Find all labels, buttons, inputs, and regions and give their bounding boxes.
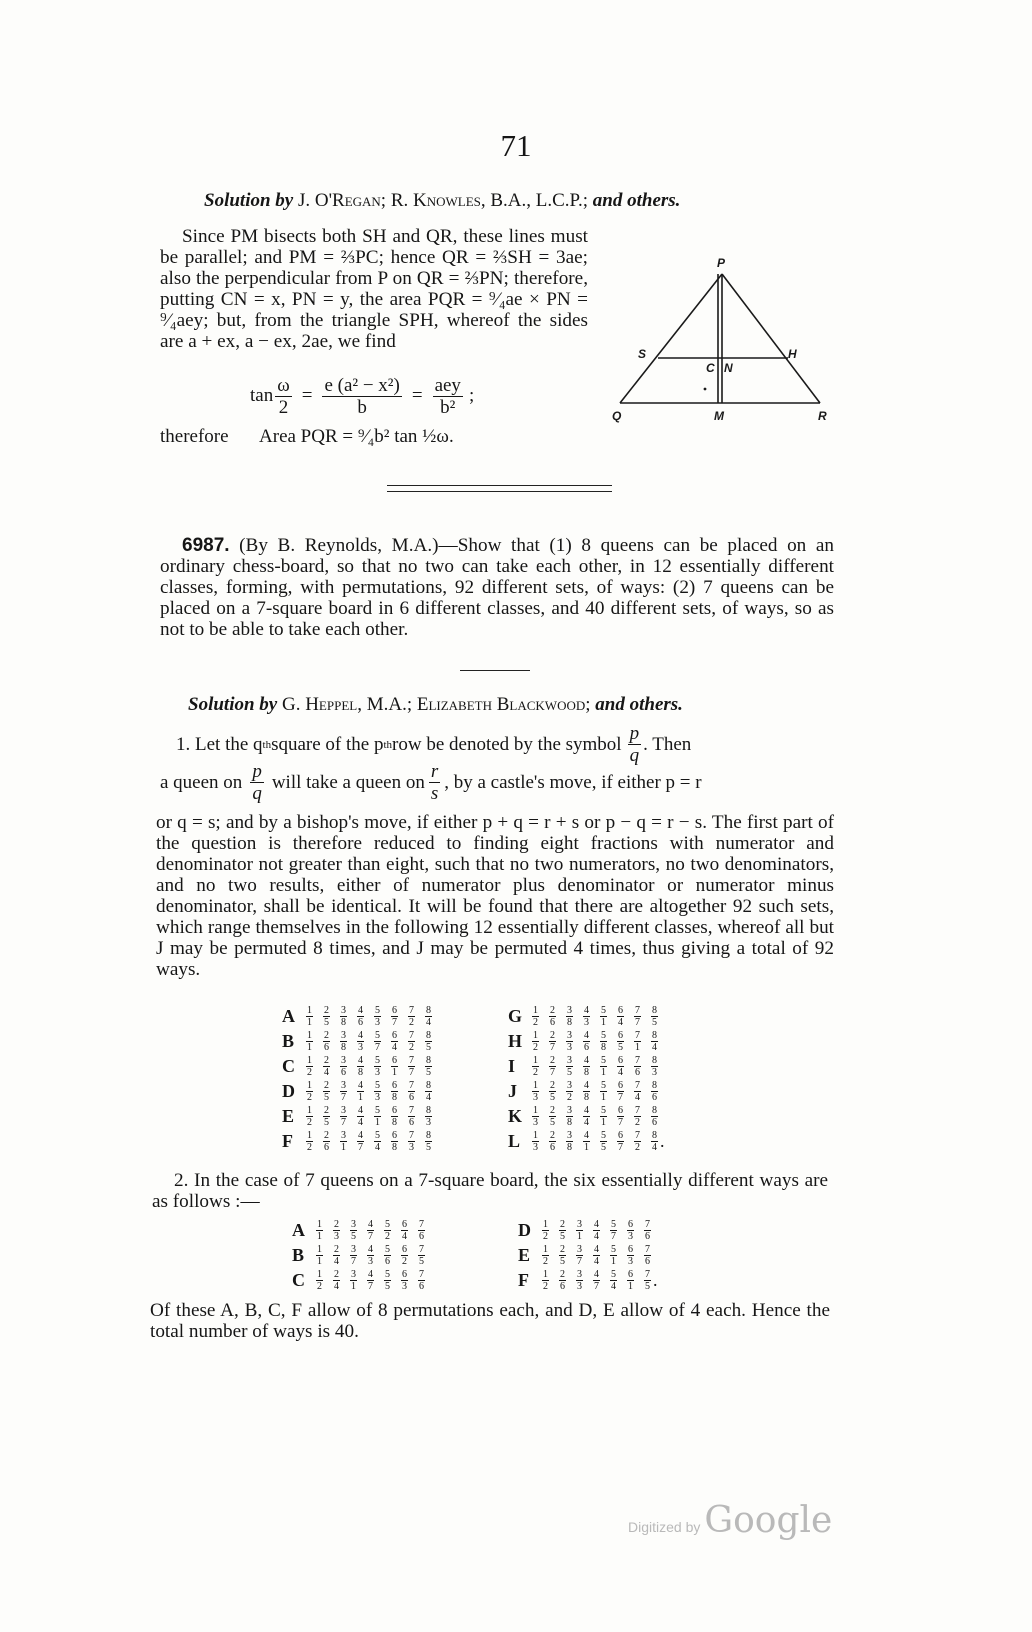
queen-fraction: $\frac{8}{3}$: [426, 1104, 431, 1128]
queen-fraction: $\frac{6}{5}$: [618, 1029, 623, 1053]
queen-fraction: $\frac{2}{5}$: [324, 1004, 329, 1028]
queen-fraction: $\frac{7}{6}$: [645, 1243, 650, 1267]
queen-fraction: $\frac{1}{3}$: [533, 1079, 538, 1103]
queen-fraction: $\frac{2}{5}$: [550, 1104, 555, 1128]
class-label: E: [282, 1106, 295, 1126]
queen-fraction: $\frac{4}{8}$: [358, 1054, 363, 1078]
queen-fraction: $\frac{3}{8}$: [567, 1129, 572, 1153]
conclusion-equation: Area PQR = ⁹⁄₄b² tan ½ω.: [259, 426, 454, 447]
queen-fraction: $\frac{4}{6}$: [584, 1029, 589, 1053]
queen-fraction: $\frac{5}{5}$: [385, 1268, 390, 1292]
queen-fraction: $\frac{1}{3}$: [533, 1104, 538, 1128]
queen-fraction: $\frac{1}{2}$: [307, 1104, 312, 1128]
queen-fraction: $\frac{8}{4}$: [426, 1004, 431, 1028]
eq-fraction-1: $\frac{\text{e (a² − x²)}}{b}$: [324, 374, 400, 418]
queen-fraction: $\frac{7}{3}$: [409, 1129, 414, 1153]
queen-fraction: $\frac{1}{2}$: [307, 1054, 312, 1078]
queen-fraction: $\frac{3}{7}$: [341, 1104, 346, 1128]
solution2-paragraph: or q = s; and by a bishop's move, if either p + q = r + s or p − q = r − s. The first part of the question is therefore reduced to finding eight fractions with numerator and denominator not greater than eight, such that no two numerators, no two denominators, and no two results, either of numerator plus denominator or numerator minus denominator, shall be identical. It will be found that there are altogether 92 such sets, which range themselves in the following 12 essentially different classes, whereof all but J may be permuted 8 times, and J may be permuted 4 times, thus giving a total of 92 ways.: [156, 812, 834, 980]
queen-fraction: $\frac{2}{7}$: [550, 1054, 555, 1078]
queen-fraction: $\frac{5}{3}$: [375, 1004, 380, 1028]
queen-fraction: $\frac{1}{2}$: [543, 1268, 548, 1292]
queen-fraction: $\frac{1}{2}$: [533, 1004, 538, 1028]
tan-equation: [250, 372, 474, 420]
queen-fraction: $\frac{5}{1}$: [601, 1079, 606, 1103]
queen-fraction: $\frac{2}{3}$: [334, 1218, 339, 1242]
solution2-heading: [188, 694, 683, 716]
class-row-d: [518, 1218, 658, 1243]
queen-fraction: $\frac{1}{1}$: [317, 1243, 322, 1267]
queen-fraction: $\frac{6}{4}$: [392, 1029, 397, 1053]
queen-fraction: $\frac{5}{4}$: [611, 1268, 616, 1292]
queen-fraction: $\frac{5}{1}$: [375, 1104, 380, 1128]
queen-fraction: $\frac{3}{3}$: [577, 1268, 582, 1292]
table8-right: [508, 1004, 665, 1154]
class-row-l: [508, 1129, 665, 1154]
solution2-final-block: [150, 1300, 830, 1342]
queen-fraction: $\frac{7}{6}$: [419, 1218, 424, 1242]
solution2-line2: a queen on $\frac{p}{q}$ will take a queen on $\frac{r}{s}$ , by a castle's move, if either p = r: [160, 761, 702, 804]
label-c: C: [706, 361, 715, 375]
queen-fraction: $\frac{5}{1}$: [611, 1243, 616, 1267]
label-q: Q: [612, 409, 622, 423]
queen-fraction: $\frac{2}{7}$: [550, 1029, 555, 1053]
queen-fraction: $\frac{8}{3}$: [652, 1054, 657, 1078]
class-row-f: [518, 1268, 658, 1293]
queen-fraction: $\frac{7}{1}$: [635, 1029, 640, 1053]
centroid-dot: [704, 388, 707, 391]
divider-double-bottom: [387, 491, 612, 492]
class-row-h: [508, 1029, 665, 1054]
label-h: H: [788, 347, 797, 361]
label-m: M: [714, 409, 724, 423]
queen-fraction: $\frac{6}{8}$: [392, 1079, 397, 1103]
label-r: R: [818, 409, 827, 423]
queen-fraction: $\frac{4}{4}$: [584, 1104, 589, 1128]
edge-pq: [620, 274, 722, 403]
queen-fraction: $\frac{4}{3}$: [358, 1029, 363, 1053]
problem-number: 6987.: [182, 535, 230, 556]
solution2-part2-block: [152, 1170, 828, 1212]
symbol-p-over-q: $\frac{p}{q}$: [629, 723, 640, 766]
eq-fraction-2: $\frac{\text{aey}}{\text{b²}}$: [434, 374, 461, 418]
class-label: G: [508, 1006, 523, 1026]
problem-text: (By B. Reynolds, M.A.)—Show that (1) 8 queens can be placed on an ordinary chess-board, so that no two can take each other, in 12 essentially different classes, forming, with permutations, 92 different sets, of ways: (2) 7 queens can be placed on a 7-square board in 6 different classes, and 40 different sets, of ways, so as not to be able to take each other.: [160, 535, 834, 640]
queen-fraction: $\frac{3}{3}$: [567, 1029, 572, 1053]
divider-double-top: [387, 485, 612, 486]
class-label: A: [292, 1220, 305, 1240]
google-watermark: [628, 1500, 832, 1541]
queen-fraction: $\frac{4}{7}$: [594, 1268, 599, 1292]
solution1-heading: [204, 190, 680, 212]
queen-fraction: $\frac{8}{6}$: [652, 1104, 657, 1128]
queen-fraction: $\frac{5}{4}$: [375, 1129, 380, 1153]
class-label: H: [508, 1031, 523, 1051]
solution1-heading-suffix: and others.: [592, 190, 681, 211]
eq-sep-1: =: [301, 385, 313, 406]
queen-fraction: $\frac{6}{7}$: [618, 1104, 623, 1128]
watermark-brand: Google: [704, 1500, 833, 1541]
queen-fraction: $\frac{1}{2}$: [533, 1029, 538, 1053]
class-row-g: [508, 1004, 665, 1029]
queen-fraction: $\frac{7}{2}$: [409, 1029, 414, 1053]
queen-fraction: $\frac{7}{5}$: [419, 1243, 424, 1267]
queen-fraction: $\frac{8}{5}$: [426, 1029, 431, 1053]
table7-right: [518, 1218, 658, 1293]
queen-p-over-q: $\frac{p}{q}$: [252, 761, 262, 804]
class-label: B: [292, 1245, 305, 1265]
queen-fraction: $\frac{4}{4}$: [358, 1104, 363, 1128]
class-row-a: [282, 1004, 434, 1029]
class-label: F: [518, 1270, 529, 1290]
queen-fraction: $\frac{1}{2}$: [543, 1243, 548, 1267]
problem-6987: [160, 535, 834, 640]
triangle-figure: [600, 248, 840, 428]
queen-fraction: $\frac{3}{5}$: [567, 1054, 572, 1078]
queen-fraction: $\frac{8}{5}$: [426, 1129, 431, 1153]
queen-fraction: $\frac{2}{6}$: [550, 1004, 555, 1028]
eq-omega-half: $\frac{\omega}{2}$: [277, 374, 290, 418]
queen-fraction: $\frac{5}{1}$: [601, 1104, 606, 1128]
queen-fraction: $\frac{4}{8}$: [584, 1054, 589, 1078]
queen-fraction: $\frac{4}{7}$: [358, 1129, 363, 1153]
queen-fraction: $\frac{5}{6}$: [385, 1243, 390, 1267]
queen-fraction: $\frac{8}{4}$: [652, 1029, 657, 1053]
queen-fraction: $\frac{7}{2}$: [635, 1129, 640, 1153]
queen-fraction: $\frac{2}{5}$: [560, 1218, 565, 1242]
queen-fraction: $\frac{6}{8}$: [392, 1129, 397, 1153]
table8-left: [282, 1004, 434, 1154]
queen-fraction: $\frac{4}{4}$: [594, 1218, 599, 1242]
queen-fraction: $\frac{6}{4}$: [618, 1054, 623, 1078]
queen-fraction: $\frac{7}{6}$: [645, 1218, 650, 1242]
queen-fraction: $\frac{4}{7}$: [368, 1268, 373, 1292]
queen-fraction: $\frac{2}{6}$: [324, 1129, 329, 1153]
queen-fraction: $\frac{5}{1}$: [601, 1004, 606, 1028]
queen-fraction: $\frac{3}{5}$: [351, 1218, 356, 1242]
class-row-j: [508, 1079, 665, 1104]
queen-fraction: $\frac{1}{1}$: [307, 1004, 312, 1028]
queen-fraction: $\frac{7}{6}$: [419, 1268, 424, 1292]
eq-sep-2: =: [411, 385, 423, 406]
queen-fraction: $\frac{6}{2}$: [402, 1243, 407, 1267]
queen-fraction: $\frac{5}{8}$: [601, 1029, 606, 1053]
queen-fraction: $\frac{2}{5}$: [324, 1104, 329, 1128]
class-label: D: [282, 1081, 295, 1101]
queen-fraction: $\frac{3}{1}$: [351, 1268, 356, 1292]
trailing-period: .: [653, 1270, 658, 1290]
queen-fraction: $\frac{3}{8}$: [567, 1004, 572, 1028]
solution2-line1: 1. Let the q th square of the p th row be denoted by the symbol $\frac{p}{q}$ . Then: [176, 723, 692, 766]
queen-fraction: $\frac{5}{7}$: [611, 1218, 616, 1242]
queen-fraction: $\frac{1}{1}$: [307, 1029, 312, 1053]
queen-fraction: $\frac{7}{4}$: [635, 1079, 640, 1103]
queen-fraction: $\frac{6}{7}$: [618, 1079, 623, 1103]
queen-fraction: $\frac{8}{4}$: [652, 1129, 657, 1153]
queen-fraction: $\frac{7}{5}$: [645, 1268, 650, 1292]
queen-fraction: $\frac{6}{3}$: [402, 1268, 407, 1292]
queen-fraction: $\frac{8}{5}$: [652, 1004, 657, 1028]
queen-fraction: $\frac{7}{2}$: [635, 1104, 640, 1128]
class-label: C: [292, 1270, 305, 1290]
queen-fraction: $\frac{4}{3}$: [584, 1004, 589, 1028]
page-number: 71: [500, 128, 532, 163]
solution2-paragraph-block: [156, 812, 834, 980]
solution1-conclusion: [160, 426, 454, 448]
class-label: L: [508, 1131, 521, 1151]
queen-fraction: $\frac{4}{6}$: [358, 1004, 363, 1028]
queen-fraction: $\frac{1}{2}$: [307, 1129, 312, 1153]
queen-fraction: $\frac{4}{1}$: [358, 1079, 363, 1103]
queen-fraction: $\frac{6}{1}$: [392, 1054, 397, 1078]
queen-fraction: $\frac{6}{4}$: [402, 1218, 407, 1242]
queen-fraction: $\frac{8}{5}$: [426, 1054, 431, 1078]
queen-fraction: $\frac{5}{3}$: [375, 1079, 380, 1103]
queen-fraction: $\frac{2}{4}$: [334, 1268, 339, 1292]
queen-fraction: $\frac{3}{8}$: [341, 1004, 346, 1028]
queen-fraction: $\frac{6}{7}$: [618, 1129, 623, 1153]
queen-fraction: $\frac{3}{2}$: [567, 1079, 572, 1103]
queen-fraction: $\frac{6}{8}$: [392, 1104, 397, 1128]
queen-fraction: $\frac{8}{6}$: [652, 1079, 657, 1103]
queen-fraction: $\frac{7}{6}$: [409, 1079, 414, 1103]
queen-fraction: $\frac{7}{2}$: [409, 1004, 414, 1028]
solution1-body: [160, 226, 588, 352]
queen-fraction: $\frac{6}{7}$: [392, 1004, 397, 1028]
queen-fraction: $\frac{2}{5}$: [550, 1079, 555, 1103]
queen-fraction: $\frac{3}{7}$: [341, 1079, 346, 1103]
queen-fraction: $\frac{4}{7}$: [368, 1218, 373, 1242]
solution2-heading-suffix: and others.: [595, 694, 683, 715]
solution2-part2: 2. In the case of 7 queens on a 7-square board, the six essentially different ways are as follows :—: [152, 1170, 828, 1212]
conclusion-lead: therefore: [160, 426, 229, 447]
class-row-c: [292, 1268, 427, 1293]
label-n: N: [724, 361, 733, 375]
queen-fraction: $\frac{3}{6}$: [341, 1054, 346, 1078]
queen-fraction: $\frac{2}{5}$: [324, 1079, 329, 1103]
queen-fraction: $\frac{2}{6}$: [560, 1268, 565, 1292]
divider-short: [460, 670, 530, 671]
queen-fraction: $\frac{7}{7}$: [409, 1054, 414, 1078]
queen-fraction: $\frac{7}{7}$: [635, 1004, 640, 1028]
class-row-e: [282, 1104, 434, 1129]
class-label: D: [518, 1220, 531, 1240]
queen-fraction: $\frac{2}{6}$: [550, 1129, 555, 1153]
queen-fraction: $\frac{5}{7}$: [375, 1029, 380, 1053]
queen-fraction: $\frac{2}{4}$: [324, 1054, 329, 1078]
class-label: I: [508, 1056, 516, 1076]
class-row-b: [292, 1243, 427, 1268]
class-row-d: [282, 1079, 434, 1104]
queen-fraction: $\frac{1}{2}$: [307, 1079, 312, 1103]
queen-fraction: $\frac{4}{1}$: [584, 1129, 589, 1153]
solution2-final: Of these A, B, C, F allow of 8 permutations each, and D, E allow of 4 each. Hence the total number of ways is 40.: [150, 1300, 830, 1342]
queen-fraction: $\frac{3}{8}$: [341, 1029, 346, 1053]
queen-fraction: $\frac{5}{3}$: [375, 1054, 380, 1078]
class-label: F: [282, 1131, 293, 1151]
class-row-b: [282, 1029, 434, 1054]
label-p: P: [717, 256, 726, 270]
queen-fraction: $\frac{6}{3}$: [628, 1243, 633, 1267]
queen-fraction: $\frac{6}{1}$: [628, 1268, 633, 1292]
class-row-a: [292, 1218, 427, 1243]
queen-fraction: $\frac{3}{1}$: [341, 1129, 346, 1153]
queen-fraction: $\frac{3}{8}$: [567, 1104, 572, 1128]
eq-end: ;: [468, 385, 475, 406]
watermark-prefix: Digitized by: [628, 1519, 701, 1535]
queen-fraction: $\frac{5}{2}$: [385, 1218, 390, 1242]
solution2-heading-prefix: Solution by: [188, 694, 278, 715]
class-row-f: [282, 1129, 434, 1154]
solution2-heading-names: G. Heppel, M.A.; Elizabeth Blackwood;: [281, 694, 591, 715]
queen-fraction: $\frac{1}{3}$: [533, 1129, 538, 1153]
solution1-paragraph: Since PM bisects both SH and QR, these lines must be parallel; and PM = ⅔PC; hence QR = ⅔SH = 3ae; also the perpendicular from P on QR = ⅔PN; therefore, putting CN = x, PN = y, the area PQR = ⁹⁄₄ae × PN = ⁹⁄₄aey; but, from the triangle SPH, whereof the sides are a + ex, a − ex, 2ae, we find: [160, 226, 588, 352]
queen-fraction: $\frac{2}{5}$: [560, 1243, 565, 1267]
queen-fraction: $\frac{1}{2}$: [543, 1218, 548, 1242]
class-row-i: [508, 1054, 665, 1079]
edge-pr: [722, 274, 820, 403]
queen-fraction: $\frac{3}{1}$: [577, 1218, 582, 1242]
table7-left: [292, 1218, 427, 1293]
solution1-heading-names: J. O'Regan; R. Knowles, B.A., L.C.P.;: [297, 190, 589, 211]
queen-fraction: $\frac{5}{1}$: [601, 1054, 606, 1078]
queen-fraction: $\frac{2}{6}$: [324, 1029, 329, 1053]
queen-fraction: $\frac{6}{3}$: [628, 1218, 633, 1242]
class-label: K: [508, 1106, 523, 1126]
queen-fraction: $\frac{4}{8}$: [584, 1079, 589, 1103]
class-label: J: [508, 1081, 517, 1101]
queen-fraction: $\frac{4}{3}$: [368, 1243, 373, 1267]
trailing-period: .: [660, 1131, 665, 1151]
queen-fraction: $\frac{5}{5}$: [601, 1129, 606, 1153]
class-label: B: [282, 1031, 295, 1051]
queen-fraction: $\frac{7}{6}$: [409, 1104, 414, 1128]
queen-fraction: $\frac{1}{2}$: [533, 1054, 538, 1078]
class-label: C: [282, 1056, 295, 1076]
label-s: S: [638, 347, 647, 361]
solution1-heading-prefix: Solution by: [204, 190, 294, 211]
queen-fraction: $\frac{3}{7}$: [351, 1243, 356, 1267]
queen-fraction: $\frac{2}{4}$: [334, 1243, 339, 1267]
class-row-k: [508, 1104, 665, 1129]
queen-fraction: $\frac{6}{4}$: [618, 1004, 623, 1028]
queen-r-over-s: $\frac{r}{s}$: [430, 761, 439, 804]
queen-fraction: $\frac{7}{6}$: [635, 1054, 640, 1078]
queen-fraction: $\frac{4}{4}$: [594, 1243, 599, 1267]
queen-fraction: $\frac{8}{4}$: [426, 1079, 431, 1103]
queen-fraction: $\frac{3}{7}$: [577, 1243, 582, 1267]
class-label: A: [282, 1006, 295, 1026]
eq-tan: tan: [250, 385, 274, 406]
class-row-e: [518, 1243, 658, 1268]
class-row-c: [282, 1054, 434, 1079]
queen-fraction: $\frac{1}{1}$: [317, 1218, 322, 1242]
queen-fraction: $\frac{1}{2}$: [317, 1268, 322, 1292]
class-label: E: [518, 1245, 531, 1265]
